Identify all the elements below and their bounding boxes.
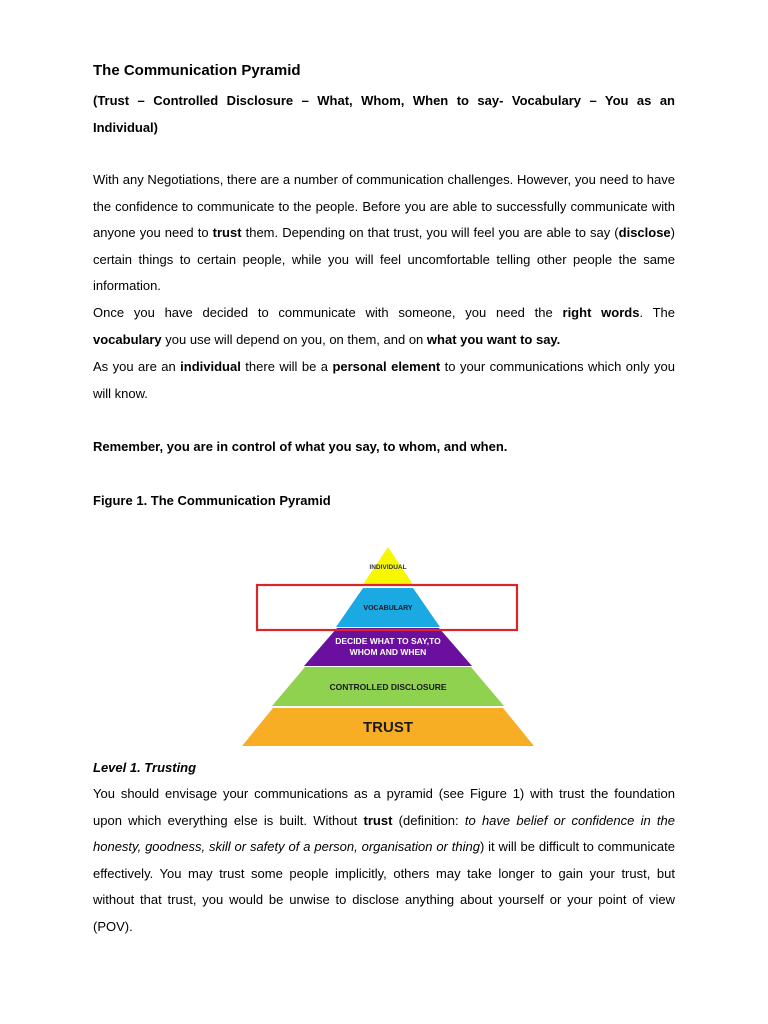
individual-paragraph: As you are an individual there will be a personal element to your communications which only you will know. (93, 359, 675, 401)
what-you-want-bold: what you want to say. (426, 331, 561, 347)
intro-paragraph: With any Negotiations, there are a number of communication challenges. However, you need to have the confidence to communicate to the people. Before you are able to successfully communicate with anyone you need to trust them. Depending on that trust, you will feel you are able to say (disclose) certain things to certain people, while you will feel uncomfortable telling other people the same information. (93, 172, 676, 294)
figure-caption: Figure 1. The Communication Pyramid (93, 493, 331, 508)
pyramid-label-vocabulary: VOCABULARY (363, 605, 413, 612)
pyramid-label-trust: TRUST (363, 719, 413, 736)
once-paragraph: Once you have decided to communicate with someone, you need the right words. The vocabulary you use will depend on you, on them, and on what you want to say. (93, 305, 675, 347)
level1-paragraph: You should envisage your communications as a pyramid (see Figure 1) with trust the foundation upon which everything else is built. Without trust (definition: to have belief or confidence in the honesty, goodness, skill or safety of a person, organisation or thing) it will be difficult to communicate effectively. You may trust some people implicitly, others may take longer to gain your trust, but without that trust, you would be unwise to disclose anything about yourself or your point of view (POV). (93, 786, 676, 934)
level1-heading: Level 1. Trusting (93, 760, 197, 775)
document-subtitle: (Trust – Controlled Disclosure – What, Whom, When to say- Vocabulary – You as an Individual) (93, 93, 675, 135)
pyramid-label-individual: INDIVIDUAL (369, 564, 407, 571)
communication-pyramid-figure (242, 545, 534, 747)
pyramid-label-decide-line1: DECIDE WHAT TO SAY,TO (335, 636, 441, 646)
trust-bold: trust (212, 225, 242, 241)
right-words-bold: right words (562, 305, 640, 320)
remember-statement: Remember, you are in control of what you say, to whom, and when. (93, 439, 508, 454)
vocabulary-bold: vocabulary (93, 331, 162, 347)
personal-element-bold: personal element (332, 359, 441, 374)
trust-definition: to have belief or confidence in the honesty, goodness, skill or safety of a person, organisation or thing (93, 812, 676, 855)
individual-bold: individual (180, 359, 241, 374)
trust-bold: trust (363, 812, 393, 828)
document-title: The Communication Pyramid (93, 62, 301, 79)
disclose-bold: disclose (618, 225, 671, 241)
pyramid-label-controlled-disclosure: CONTROLLED DISCLOSURE (329, 682, 447, 692)
pyramid-label-decide-line2: WHOM AND WHEN (349, 647, 427, 657)
